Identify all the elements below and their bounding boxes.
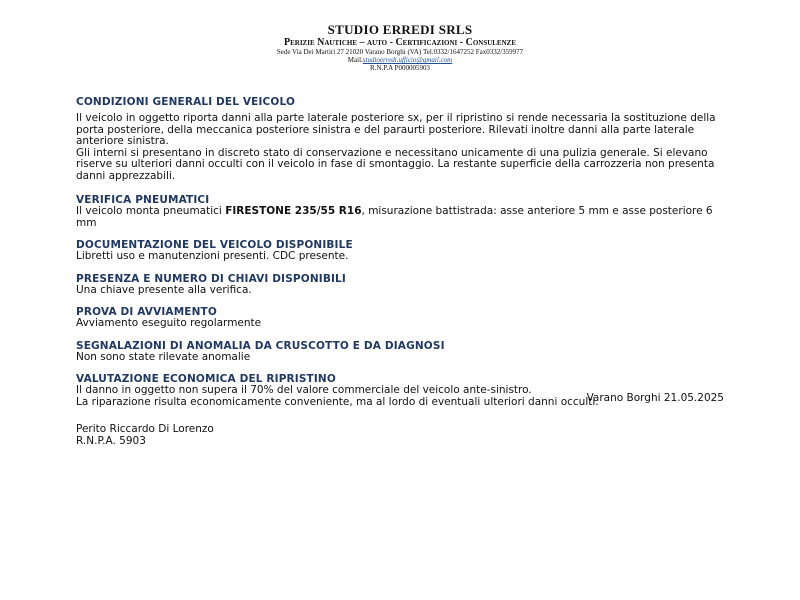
report-date: Varano Borghi 21.05.2025 xyxy=(586,392,724,404)
section-text: Il danno in oggetto non supera il 70% del valore commerciale del veicolo ante-sinistro. xyxy=(76,384,532,396)
section-heading: CONDIZIONI GENERALI DEL VEICOLO xyxy=(76,96,296,108)
section-text: Il veicolo in oggetto riporta danni alla parte laterale posteriore sx, per il ripristino si rende necessaria la sostituzione della porta posteriore, della meccanica posteriore sinistra e del paraurti posteriore. Rilevati inoltre danni alla parte laterale anteriore sinistra. xyxy=(76,112,716,147)
letterhead xyxy=(0,22,800,72)
section-text: Gli interni si presentano in discreto stato di conservazione e necessitano unicamente di una pulizia generale. Si elevano riserve su ulteriori danni occulti con il veicolo in fase di smontaggio. La restante superficie della carrozzeria non presenta danni apprezzabili. xyxy=(76,146,715,182)
section-heading: VERIFICA PNEUMATICI xyxy=(76,194,210,206)
company-address: Sede Via Dei Martiri 27 21020 Varano Borghi (VA) Tel.0332/1647252 Fax0332/359977 xyxy=(276,48,524,56)
section-heading: PRESENZA E NUMERO DI CHIAVI DISPONIBILI xyxy=(76,272,346,285)
company-name: STUDIO ERREDI SRLS xyxy=(327,22,473,37)
tyre-post: , misurazione battistrada: asse anteriore 5 mm e asse posteriore 6 mm xyxy=(76,205,713,229)
section-text: Libretti uso e manutenzioni presenti. CDC presente. xyxy=(76,250,349,262)
company-rnpa: R.N.P.A P000005903 xyxy=(370,64,430,72)
signature-name: Perito Riccardo Di Lorenzo xyxy=(76,423,214,435)
section-condizioni xyxy=(76,96,726,182)
mail-label: Mail. xyxy=(347,56,363,64)
section-documentazione xyxy=(76,239,726,263)
section-text xyxy=(76,206,726,229)
section-text: La riparazione risulta economicamente conveniente, ma al lordo di eventuali ulteriori danni occulti. xyxy=(76,395,599,408)
section-text: Avviamento eseguito regolarmente xyxy=(76,317,262,329)
company-mail xyxy=(0,56,800,64)
section-heading: DOCUMENTAZIONE DEL VEICOLO DISPONIBILE xyxy=(76,239,353,251)
mail-link[interactable]: studioerredi.ufficio@gmail.com xyxy=(362,56,453,64)
tyre-pre: Il veicolo monta pneumatici xyxy=(76,205,226,217)
section-anomalie xyxy=(76,340,726,364)
section-text: Una chiave presente alla verifica. xyxy=(76,283,252,296)
company-tagline: Perizie Nautiche – auto - Certificazioni - Consulenze xyxy=(284,37,516,48)
section-avviamento xyxy=(76,306,726,330)
report-body xyxy=(76,96,726,418)
section-heading: VALUTAZIONE ECONOMICA DEL RIPRISTINO xyxy=(76,373,336,385)
section-text: Non sono state rilevate anomalie xyxy=(76,350,251,363)
section-pneumatici xyxy=(76,194,726,229)
section-heading: SEGNALAZIONI DI ANOMALIA DA CRUSCOTTO E DA DIAGNOSI xyxy=(76,339,445,352)
signature-rnpa: R.N.P.A. 5903 xyxy=(76,434,146,447)
tyre-model: FIRESTONE 235/55 R16 xyxy=(225,205,362,217)
section-heading: PROVA DI AVVIAMENTO xyxy=(76,306,217,318)
section-chiavi xyxy=(76,273,726,297)
signature-block xyxy=(76,424,214,447)
